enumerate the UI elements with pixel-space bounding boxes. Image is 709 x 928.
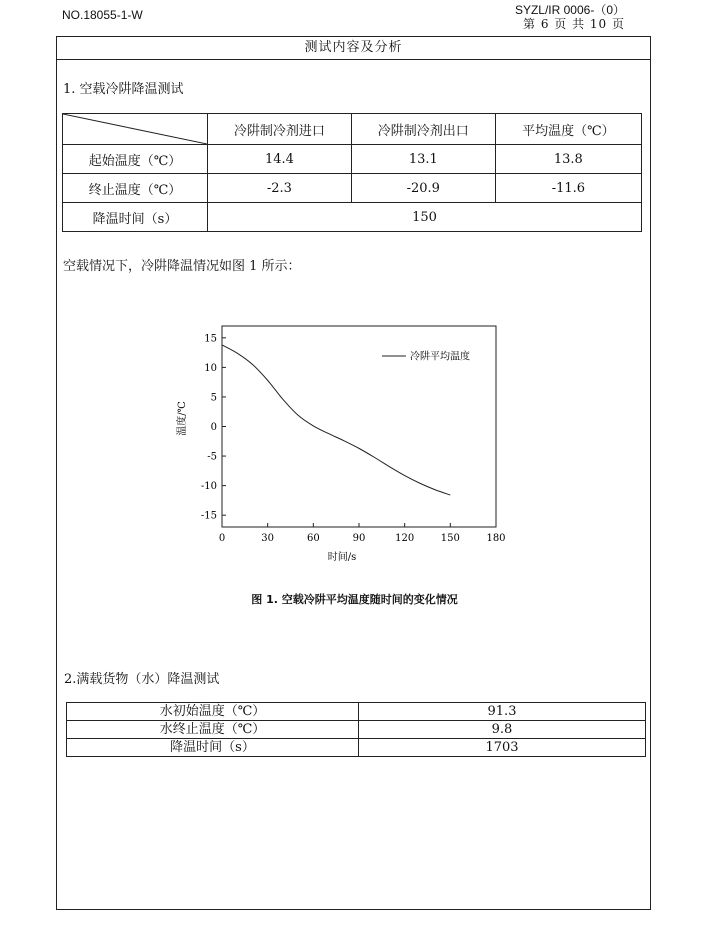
table-cell: -11.6 xyxy=(495,174,641,203)
table-cell: 13.8 xyxy=(495,145,641,174)
x-axis-label: 时间/s xyxy=(327,552,357,563)
corner-cell xyxy=(63,114,208,145)
y-tick-label: -5 xyxy=(207,451,217,463)
table-cell: 14.4 xyxy=(208,145,352,174)
diagonal-line xyxy=(63,114,207,144)
table-row xyxy=(67,739,646,757)
page-header-right xyxy=(515,3,625,31)
table-header-row xyxy=(63,114,642,145)
x-tick-label: 60 xyxy=(306,533,320,544)
empty-load-table xyxy=(62,113,642,232)
frame-title: 测试内容及分析 xyxy=(57,37,650,60)
temperature-chart xyxy=(0,320,709,580)
full-load-table xyxy=(66,702,646,757)
x-tick-label: 150 xyxy=(440,533,460,544)
y-tick-label: -15 xyxy=(200,510,217,522)
section2-title: 2.满载货物（水）降温测试 xyxy=(64,672,220,687)
figure-caption: 图 1. 空载冷阱平均温度随时间的变化情况 xyxy=(251,593,458,606)
column-header: 冷阱制冷剂出口 xyxy=(351,114,495,145)
table-cell: 1703 xyxy=(359,739,646,757)
x-tick-label: 120 xyxy=(395,533,415,544)
y-tick-label: 0 xyxy=(210,422,217,433)
row-label: 降温时间（s） xyxy=(67,739,359,757)
chart-description: 空载情况下，冷阱降温情况如图 1 所示： xyxy=(63,259,301,274)
x-tick-label: 30 xyxy=(261,533,275,544)
row-label: 水初始温度（℃） xyxy=(67,703,359,721)
y-tick-label: 5 xyxy=(210,392,217,404)
y-tick-label: -10 xyxy=(200,481,217,493)
table-row xyxy=(67,703,646,721)
table-cell: 91.3 xyxy=(359,703,646,721)
table-cell: -20.9 xyxy=(351,174,495,203)
page-info: 第 6 页 共 10 页 xyxy=(523,17,625,31)
x-tick-label: 180 xyxy=(486,533,506,544)
table-cell: 150 xyxy=(208,203,642,232)
row-label: 起始温度（℃） xyxy=(63,145,208,174)
legend-label: 冷阱平均温度 xyxy=(410,351,470,363)
column-header: 平均温度（℃） xyxy=(495,114,641,145)
form-code: SYZL/IR 0006-（0） xyxy=(514,3,625,17)
document-number: NO.18055-1-W xyxy=(62,8,143,22)
table-row xyxy=(63,203,642,232)
table-cell: 9.8 xyxy=(359,721,646,739)
table-row xyxy=(67,721,646,739)
table-row xyxy=(63,145,642,174)
x-tick-label: 90 xyxy=(352,533,366,544)
y-tick-label: 10 xyxy=(204,362,217,374)
table-cell: 13.1 xyxy=(351,145,495,174)
y-tick-label: 15 xyxy=(204,333,217,345)
section1-title: 1. 空载冷阱降温测试 xyxy=(63,82,184,97)
row-label: 降温时间（s） xyxy=(63,203,208,232)
row-label: 水终止温度（℃） xyxy=(67,721,359,739)
y-axis-label: 温度/℃ xyxy=(177,401,188,436)
row-label: 终止温度（℃） xyxy=(63,174,208,203)
table-cell: -2.3 xyxy=(208,174,352,203)
series-line xyxy=(222,345,450,495)
x-tick-label: 0 xyxy=(218,533,226,544)
column-header: 冷阱制冷剂进口 xyxy=(208,114,352,145)
table-row xyxy=(63,174,642,203)
